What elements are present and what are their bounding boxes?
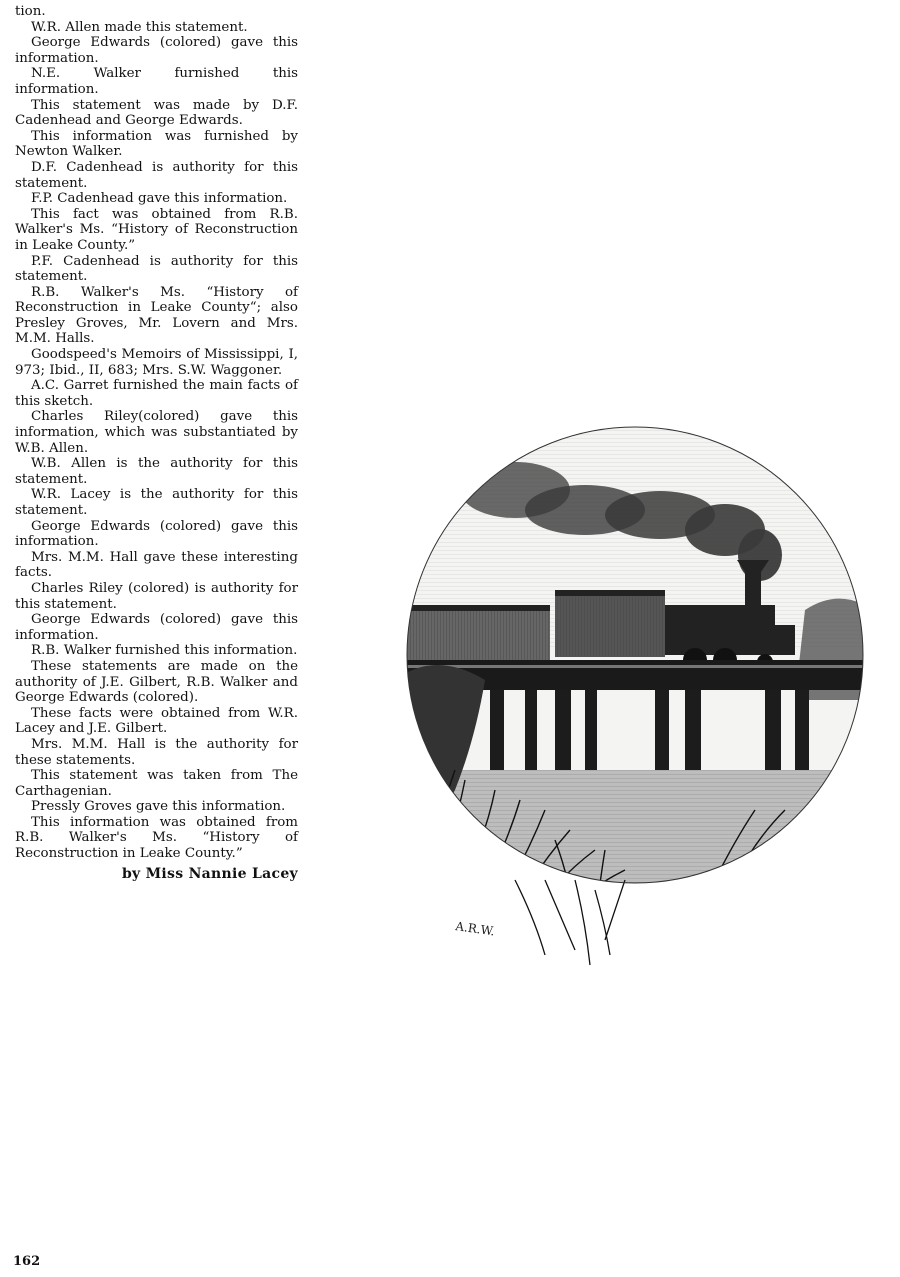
note: N.E. Walker furnished this information. [15,66,298,97]
note: Charles Riley (colored) is authority for this statement. [15,580,298,612]
note: George Edwards (colored) gave this information. [15,518,298,550]
note: W.R. Lacey is the authority for this statement. [15,487,298,518]
note: These statements are made on the authority of J.E. Gilbert, R.B. Walker and George Edwards (colored). [15,658,298,706]
note: These facts were obtained from W.R. Lacey and J.E. Gilbert. [15,705,298,737]
note: George Edwards (colored) gave this information. [15,35,298,66]
note: Goodspeed's Memoirs of Mississippi, I, 973; Ibid., II, 683; Mrs. S.W. Waggoner. [15,347,298,378]
note: This information was obtained from R.B. Walker's Ms. “History of Reconstruction in Leake County.” [15,814,298,862]
note: D.F. Cadenhead is authority for this statement. [15,159,298,191]
note: A.C. Garret furnished the main facts of this sketch. [15,378,298,409]
note: This fact was obtained from R.B. Walker's Ms. “History of Reconstruction in Leake County.” [15,206,298,253]
note: R.B. Walker's Ms. “History of Reconstruction in Leake County“; also Presley Groves, Mr. Lovern and Mrs. M.M. Halls. [15,284,298,347]
page-number: 162 [13,1254,41,1269]
notes-column [15,4,298,882]
train-bridge-illustration [395,410,875,970]
note: This information was furnished by Newton Walker. [15,128,298,160]
note: George Edwards (colored) gave this information. [15,612,298,643]
author-byline: by Miss Nannie Lacey [121,865,298,882]
note: Mrs. M.M. Hall gave these interesting facts. [15,549,298,581]
note: W.B. Allen is the authority for this statement. [15,456,298,487]
note: R.B. Walker furnished this information. [31,643,298,659]
note: Pressly Groves gave this information. [31,799,286,815]
note: Charles Riley(colored) gave this information, which was substantiated by W.B. Allen. [15,409,298,456]
note: W.R. Allen made this statement. [31,19,248,35]
note: tion. [15,4,46,19]
note: This statement was taken from The Carthagenian. [15,768,298,799]
note: This statement was made by D.F. Cadenhead and George Edwards. [15,97,298,129]
note: P.F. Cadenhead is authority for this statement. [15,253,298,285]
note: F.P. Cadenhead gave this information. [31,191,288,207]
note: Mrs. M.M. Hall is the authority for these statements. [15,736,298,768]
artist-signature: A.R.W. [454,919,496,939]
